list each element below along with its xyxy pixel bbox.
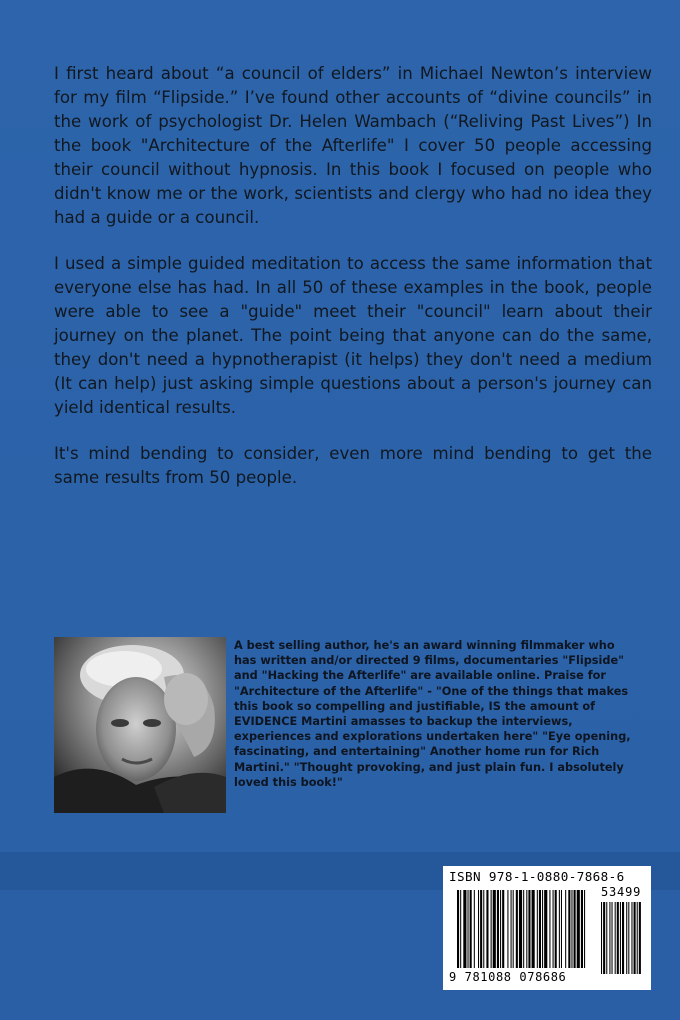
author-bio: A best selling author, he's an award winning filmmaker who has written and/or directed 9 films, documentaries "Flipside" and "Hacking the Afterlife" are available online. Praise for "Architecture of the Afterlife" - "One of the things that makes this book so compelling and justifiable, IS the amount of EVIDENCE Martini amasses to backup the interviews, experiences and explorations undertaken here" "Eye opening, fascinating, and entertaining" Another home run for Rich Martini." "Thought provoking, and just plain fun. I absolutely loved this book!": [234, 639, 631, 789]
paragraph-1: I first heard about “a council of elders” in Michael Newton’s interview for my film “Flipside.” I’ve found other accounts of “divine councils” in the work of psychologist Dr. Helen Wambach (“Reliving Past Lives”) In the book "Architecture of the Afterlife" I cover 50 people accessing their council without hypnosis. In this book I focused on people who didn't know me or the work, scientists and clergy who had no idea they had a guide or a council.: [54, 64, 652, 227]
main-text-block: [54, 62, 652, 512]
isbn-label: ISBN 978-1-0880-7868-6: [449, 869, 625, 884]
paragraph-3: It's mind bending to consider, even more mind bending to get the same results from 50 people.: [54, 444, 652, 487]
author-photo: [54, 637, 226, 813]
paragraph-2: I used a simple guided meditation to access the same information that everyone else has had. In all 50 of these examples in the book, people were able to see a "guide" meet their "council" learn about their journey on the planet. The point being that anyone can do the same, they don't need a hypnotherapist (it helps) they don't need a medium (It can help) just asking simple questions about a person's journey can yield identical results.: [54, 254, 652, 417]
isbn-barcode: [443, 866, 651, 990]
author-portrait-illustration: [54, 637, 226, 813]
price-code: 53499: [601, 885, 642, 899]
ean-digits: 9 781088 078686: [449, 970, 567, 984]
